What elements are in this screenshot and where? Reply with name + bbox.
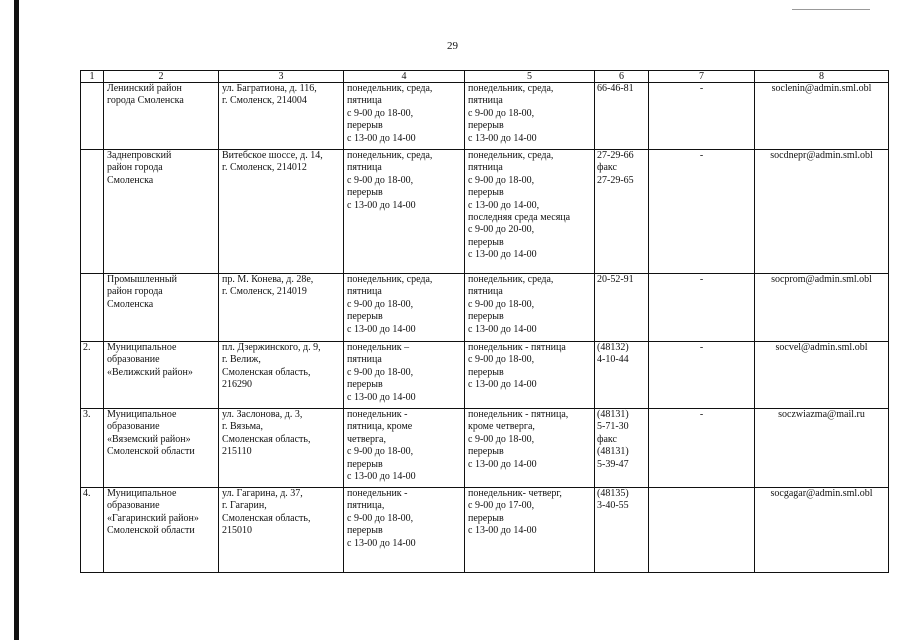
column-7-cell: - [649,409,755,488]
organization-name: Промышленный район города Смоленска [104,274,219,342]
email-cell: soczwiazma@mail.ru [755,409,889,488]
schedule-cell: понедельник, среда, пятница с 9-00 до 18-00, перерыв с 13-00 до 14-00 [344,83,465,150]
row-number: 4. [81,488,104,573]
organization-name: Заднепровский район города Смоленска [104,150,219,274]
schedule-cell: понедельник- четверг, с 9-00 до 17-00, перерыв с 13-00 до 14-00 [465,488,595,573]
organization-name: Муниципальное образование «Вяземский район» Смоленской области [104,409,219,488]
row-number [81,274,104,342]
schedule-cell: понедельник - пятница, кроме четверга, с 9-00 до 18-00, перерыв с 13-00 до 14-00 [344,409,465,488]
table-row [81,488,889,573]
address-cell: ул. Багратиона, д. 116, г. Смоленск, 214004 [219,83,344,150]
table-row [81,342,889,409]
header-cell: 1 [81,71,104,83]
row-number [81,83,104,150]
column-7-cell: - [649,83,755,150]
table-row [81,150,889,274]
table-row [81,83,889,150]
schedule-cell: понедельник - пятница с 9-00 до 18-00, перерыв с 13-00 до 14-00 [465,342,595,409]
column-7-cell: - [649,274,755,342]
phone-cell: (48132) 4-10-44 [595,342,649,409]
address-cell: пл. Дзержинского, д. 9, г. Велиж, Смоленская область, 216290 [219,342,344,409]
top-rule [792,9,870,10]
address-cell: Витебское шоссе, д. 14, г. Смоленск, 214012 [219,150,344,274]
address-cell: пр. М. Конева, д. 28е, г. Смоленск, 214019 [219,274,344,342]
phone-cell: 27-29-66 факс 27-29-65 [595,150,649,274]
email-cell: socprom@admin.sml.obl [755,274,889,342]
table-header-row [81,71,889,83]
schedule-cell: понедельник, среда, пятница с 9-00 до 18-00, перерыв с 13-00 до 14-00 [465,83,595,150]
phone-cell: 66-46-81 [595,83,649,150]
row-number [81,150,104,274]
table-row [81,274,889,342]
schedule-cell: понедельник, среда, пятница с 9-00 до 18-00, перерыв с 13-00 до 14-00, последняя среда месяца с 9-00 до 20-00, перерыв с 13-00 до 14-00 [465,150,595,274]
organization-name: Ленинский район города Смоленска [104,83,219,150]
schedule-cell: понедельник, среда, пятница с 9-00 до 18-00, перерыв с 13-00 до 14-00 [344,274,465,342]
table-row [81,409,889,488]
schedule-cell: понедельник – пятница с 9-00 до 18-00, перерыв с 13-00 до 14-00 [344,342,465,409]
column-7-cell: - [649,342,755,409]
email-cell: socgagar@admin.sml.obl [755,488,889,573]
row-number: 2. [81,342,104,409]
header-cell: 6 [595,71,649,83]
organization-name: Муниципальное образование «Велижский район» [104,342,219,409]
header-cell: 5 [465,71,595,83]
header-cell: 4 [344,71,465,83]
phone-cell: (48135) 3-40-55 [595,488,649,573]
directory-table [80,70,889,573]
address-cell: ул. Заслонова, д. 3, г. Вязьма, Смоленская область, 215110 [219,409,344,488]
phone-cell: 20-52-91 [595,274,649,342]
address-cell: ул. Гагарина, д. 37, г. Гагарин, Смоленская область, 215010 [219,488,344,573]
column-7-cell: - [649,150,755,274]
row-number: 3. [81,409,104,488]
header-cell: 8 [755,71,889,83]
organization-name: Муниципальное образование «Гагаринский район» Смоленской области [104,488,219,573]
header-cell: 3 [219,71,344,83]
schedule-cell: понедельник - пятница, с 9-00 до 18-00, перерыв с 13-00 до 14-00 [344,488,465,573]
page-number: 29 [447,40,458,52]
page-edge-bar [14,0,19,640]
header-cell: 7 [649,71,755,83]
header-cell: 2 [104,71,219,83]
phone-cell: (48131) 5-71-30 факс (48131) 5-39-47 [595,409,649,488]
email-cell: soclenin@admin.sml.obl [755,83,889,150]
schedule-cell: понедельник, среда, пятница с 9-00 до 18-00, перерыв с 13-00 до 14-00 [344,150,465,274]
email-cell: socdnepr@admin.sml.obl [755,150,889,274]
schedule-cell: понедельник, среда, пятница с 9-00 до 18-00, перерыв с 13-00 до 14-00 [465,274,595,342]
email-cell: socvel@admin.sml.obl [755,342,889,409]
schedule-cell: понедельник - пятница, кроме четверга, с 9-00 до 18-00, перерыв с 13-00 до 14-00 [465,409,595,488]
column-7-cell [649,488,755,573]
